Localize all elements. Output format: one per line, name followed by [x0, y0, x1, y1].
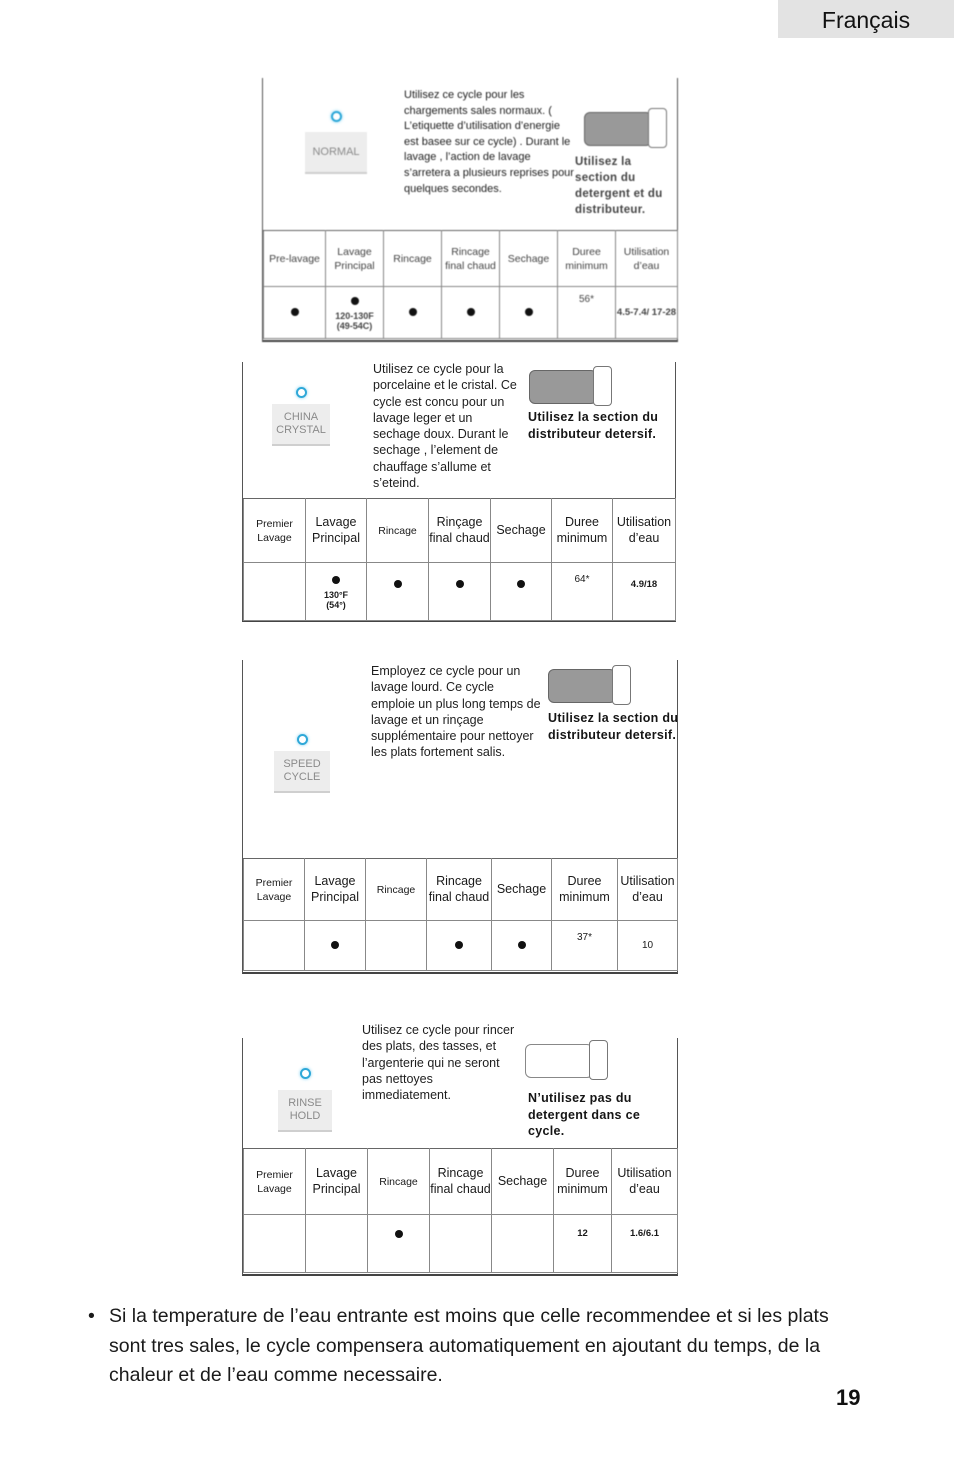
col-header: Duree minimum — [558, 231, 616, 287]
table-cell — [326, 287, 384, 339]
detergent-note: Utilisez la section du distributeur detersif. — [528, 410, 659, 441]
water-cell: 1.6/6.1 — [612, 1215, 678, 1273]
col-header: Lavage Principal — [306, 499, 367, 563]
cycle-description: Utilisez ce cycle pour la porcelaine et le cristal. Ce cycle est concu pour un lavage leger et un sechage doux. Durant le sechage , l’element de chauffage s’allume et s’eteind. — [373, 362, 517, 491]
indicator-light-icon — [300, 1068, 311, 1079]
china-crystal-button[interactable]: CHINA CRYSTAL — [272, 404, 330, 446]
cycle-table — [243, 858, 678, 971]
table-cell — [442, 287, 500, 339]
dispenser-icon — [529, 366, 613, 404]
col-header: Duree minimum — [552, 499, 613, 563]
table-cell — [244, 1215, 306, 1273]
col-header: Rincage — [368, 1149, 430, 1215]
duration-cell: 37* — [552, 921, 618, 971]
page-number: 19 — [836, 1385, 861, 1410]
rinse-hold-button[interactable]: RINSE HOLD — [278, 1090, 332, 1132]
table-cell — [264, 287, 326, 339]
footer-text: Si la temperature de l’eau entrante est moins que celle recommendee et si les plats sont tres sales, le cycle compensera automatiquement en ajoutant du temps, de la chaleur et de l’eau comme necessaire. — [109, 1305, 829, 1386]
indicator-light-icon — [297, 734, 308, 745]
detergent-note: Utilisez la section du detergent et du distributeur. — [575, 156, 663, 216]
col-header: Lavage Principal — [306, 1149, 368, 1215]
duration-cell: 64* — [552, 563, 613, 621]
water-cell: 4.5-7.4/ 17-28 — [616, 287, 678, 339]
table-cell — [500, 287, 558, 339]
table-cell — [368, 1215, 430, 1273]
table-cell — [306, 563, 367, 621]
dispenser-icon — [548, 665, 632, 703]
cycle-panel-china-crystal — [242, 362, 676, 622]
water-cell: 4.9/18 — [613, 563, 676, 621]
table-cell — [427, 921, 492, 971]
col-header: Premier Lavage — [244, 499, 306, 563]
indicator-light-icon — [331, 111, 342, 122]
cycle-table — [243, 498, 676, 621]
footer-note — [88, 1302, 868, 1391]
cycle-panel-rinse-hold — [242, 1023, 678, 1276]
col-header: Rincage final chaud — [430, 1149, 492, 1215]
col-header: Sechage — [492, 859, 552, 921]
table-cell — [367, 563, 429, 621]
bullet: • — [88, 1305, 95, 1327]
table-cell — [492, 1215, 554, 1273]
cycle-description: Utilisez ce cycle pour rincer des plats, des tasses, et l’argenterie qui ne seront pas nettoyes immediatement. — [362, 1023, 515, 1103]
cycle-table — [263, 230, 678, 339]
col-header: Utilisation d’eau — [618, 859, 678, 921]
table-cell — [384, 287, 442, 339]
col-header: Utilisation d’eau — [613, 499, 676, 563]
cycle-description: Employez ce cycle pour un lavage lourd. Ce cycle emploie un plus long temps de lavage et un rinçage supplémentaire pour nettoyer les plats fortement salis. — [371, 664, 541, 760]
table-cell — [430, 1215, 492, 1273]
duration-cell: 12 — [554, 1215, 612, 1273]
col-header: Rincage — [367, 499, 429, 563]
col-header: Lavage Principal — [326, 231, 384, 287]
dispenser-icon — [584, 108, 668, 146]
table-cell — [366, 921, 427, 971]
cycle-panel-speed-cycle — [242, 660, 678, 974]
speed-cycle-button[interactable]: SPEED CYCLE — [274, 751, 330, 793]
col-header: Rincage final chaud — [442, 231, 500, 287]
dispenser-icon — [525, 1040, 609, 1078]
cycle-table — [243, 1148, 678, 1273]
col-header: Rinçage final chaud — [429, 499, 491, 563]
table-cell — [306, 1215, 368, 1273]
table-cell — [244, 921, 305, 971]
col-header: Sechage — [492, 1149, 554, 1215]
detergent-note: N’utilisez pas du detergent dans ce cycle. — [528, 1091, 641, 1138]
col-header: Utilisation d’eau — [616, 231, 678, 287]
cycle-description: Utilisez ce cycle pour les chargements sales normaux. ( L’etiquette d’utilisation d’energie est basee sur ce cycle) . Durant le lavage , l’action de lavage s’arretera a plusieurs reprises pour quelques secondes. — [404, 89, 574, 195]
table-cell — [491, 563, 552, 621]
duration-cell: 56* — [558, 287, 616, 339]
indicator-light-icon — [296, 387, 307, 398]
table-cell — [429, 563, 491, 621]
col-header: Rincage — [366, 859, 427, 921]
detergent-note: Utilisez la section du distributeur detersif. — [548, 711, 679, 742]
table-cell — [492, 921, 552, 971]
col-header: Sechage — [500, 231, 558, 287]
col-header: Sechage — [491, 499, 552, 563]
col-header: Duree minimum — [554, 1149, 612, 1215]
table-cell — [244, 563, 306, 621]
table-cell — [305, 921, 366, 971]
col-header: Utilisation d’eau — [612, 1149, 678, 1215]
col-header: Premier Lavage — [244, 859, 305, 921]
main-wash-temp: 130°F (54°) — [323, 590, 349, 611]
main-wash-temp: 120-130F (49-54C) — [335, 311, 374, 332]
language-tab: Français — [778, 0, 954, 38]
col-header: Rincage — [384, 231, 442, 287]
cycle-panel-normal — [262, 78, 678, 342]
col-header: Pre-lavage — [264, 231, 326, 287]
col-header: Duree minimum — [552, 859, 618, 921]
normal-button[interactable]: NORMAL — [305, 132, 367, 174]
col-header: Premier Lavage — [244, 1149, 306, 1215]
col-header: Rincage final chaud — [427, 859, 492, 921]
col-header: Lavage Principal — [305, 859, 366, 921]
water-cell: 10 — [618, 921, 678, 971]
